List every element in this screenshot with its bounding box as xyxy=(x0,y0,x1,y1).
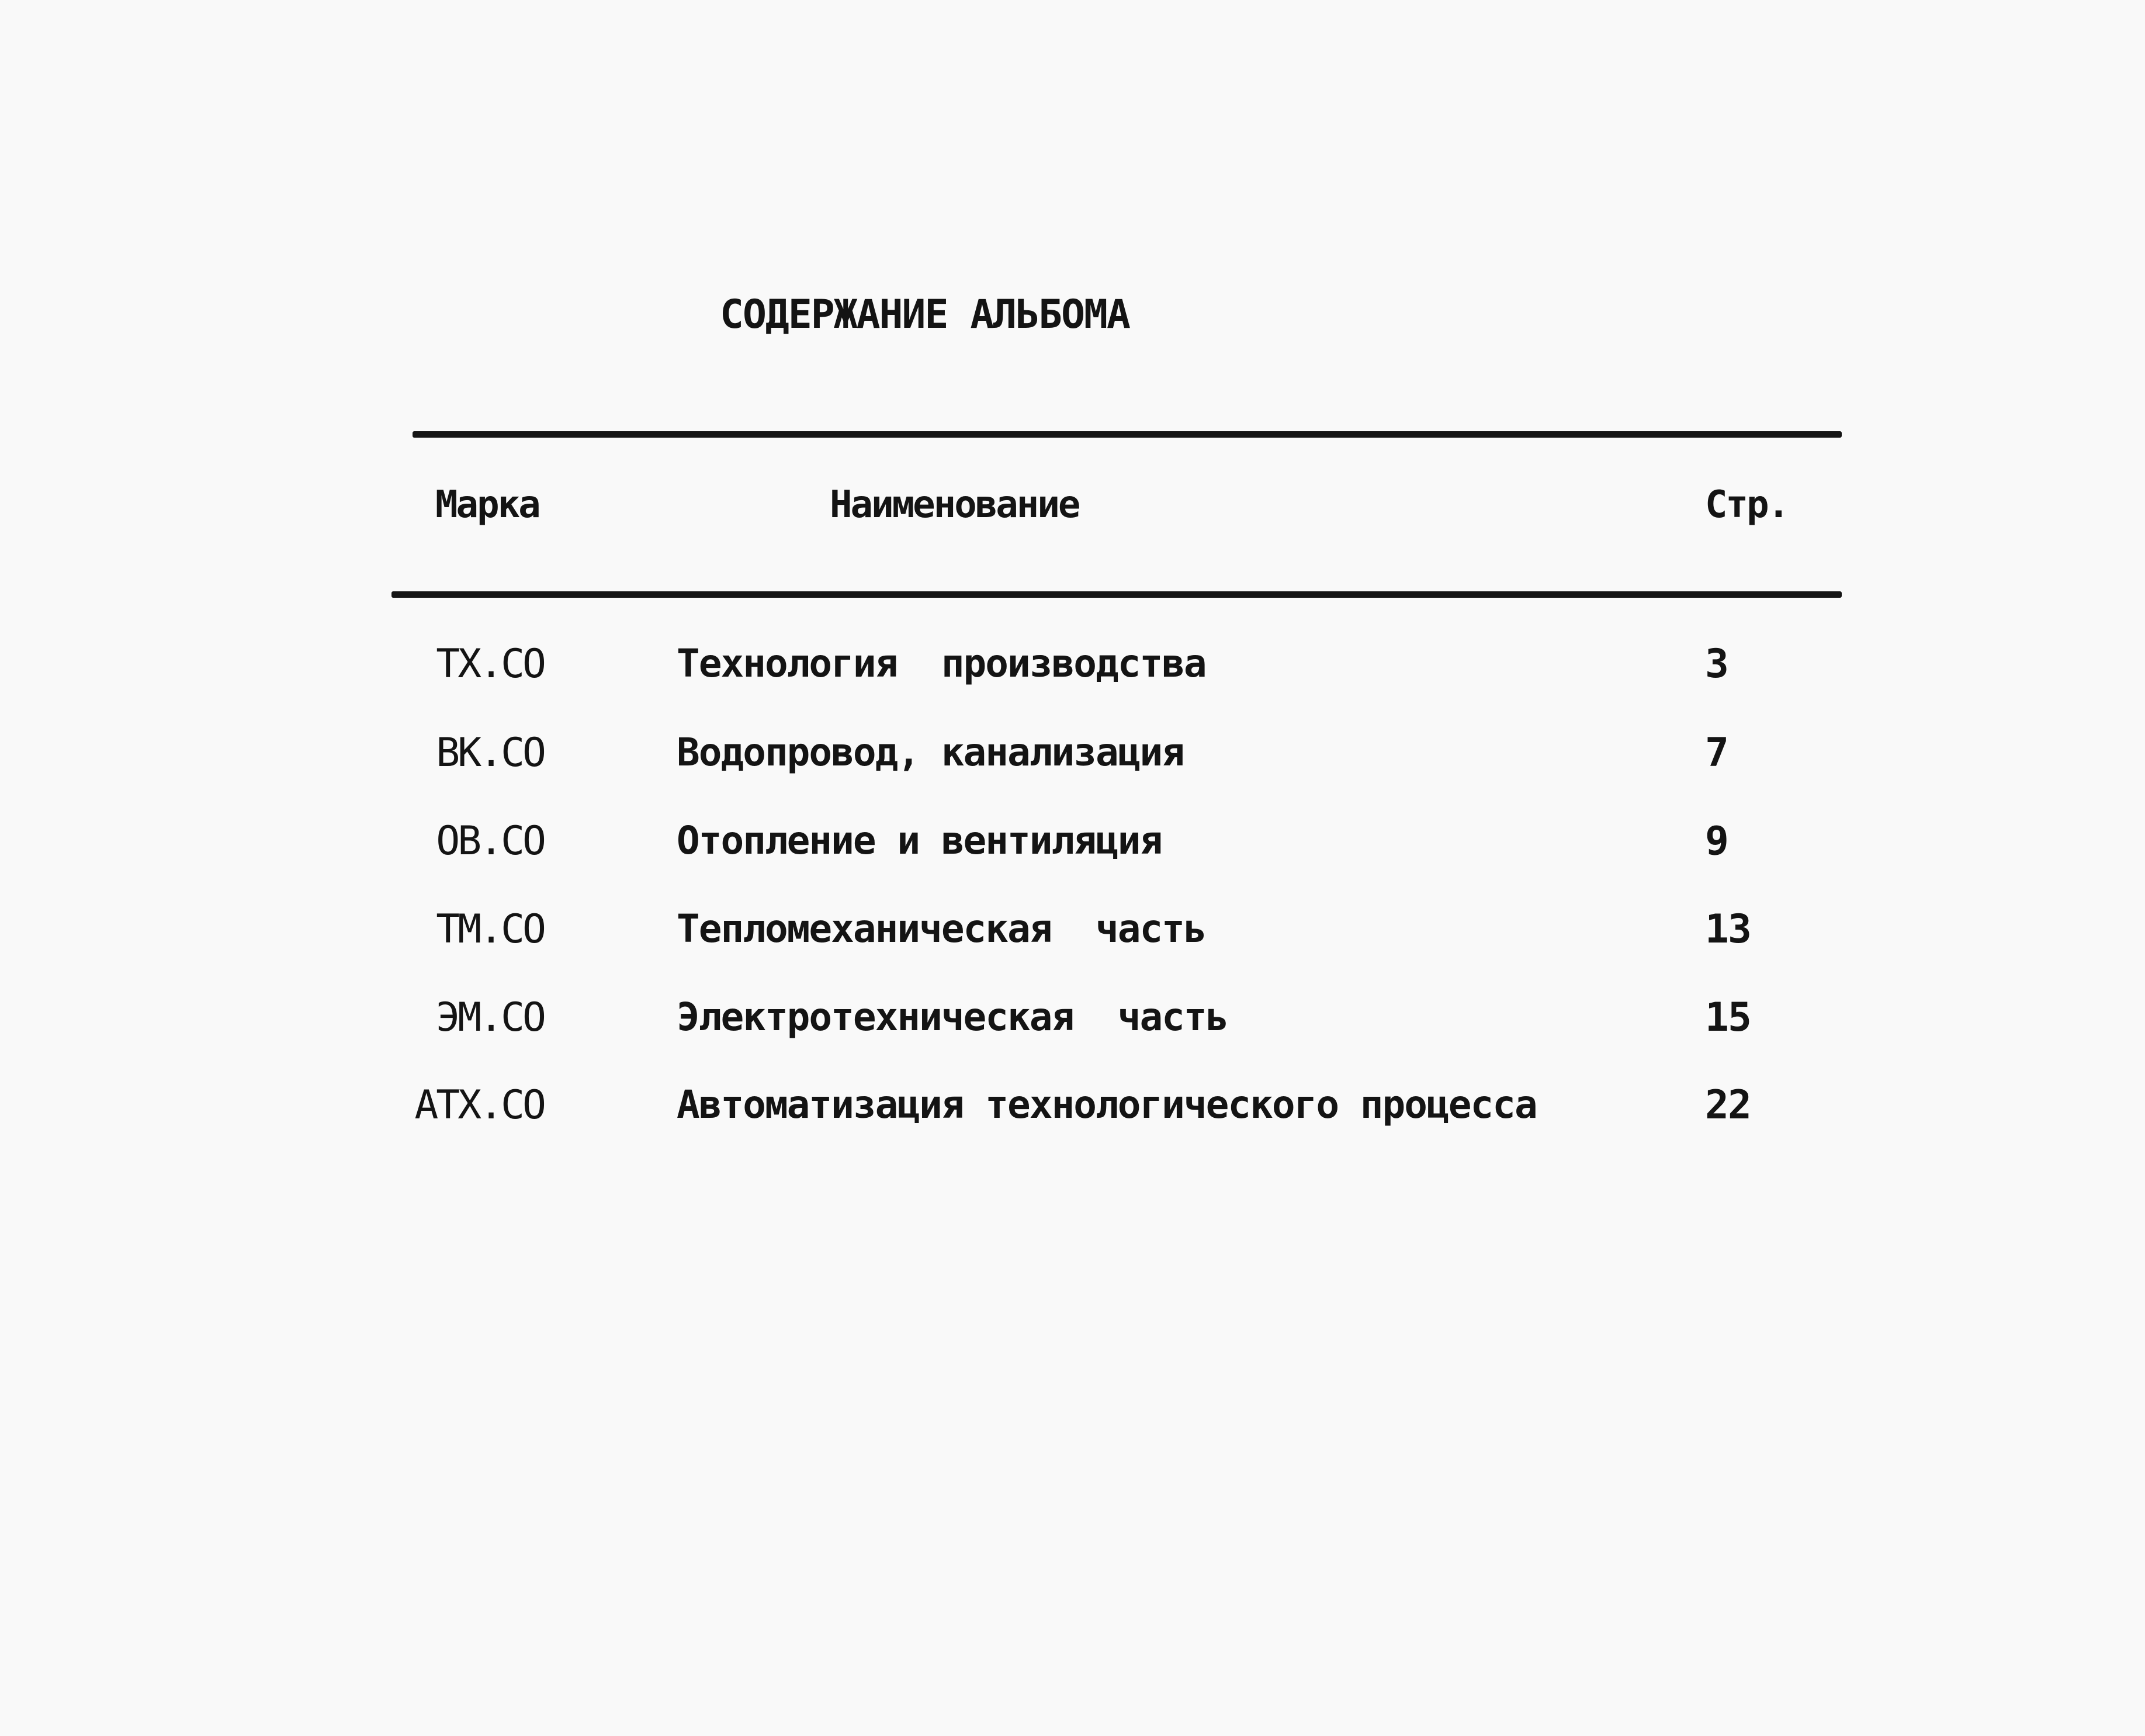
row-mark: ТМ.СО xyxy=(436,906,544,952)
row-page: 3 xyxy=(1705,641,1728,687)
table-row xyxy=(0,1082,2145,1150)
row-name: Автоматизация технологического процесса xyxy=(677,1082,1537,1127)
row-name: Технология производства xyxy=(677,641,1206,686)
row-name: Отопление и вентиляция xyxy=(677,818,1162,863)
header-mark: Марка xyxy=(435,483,539,526)
table-header-rule xyxy=(391,591,1842,598)
row-mark: АТХ.СО xyxy=(414,1082,544,1128)
table-row xyxy=(0,995,2145,1062)
row-name: Тепломеханическая часть xyxy=(677,906,1206,951)
row-mark: ЭМ.СО xyxy=(436,995,544,1041)
table-row xyxy=(0,730,2145,798)
row-page: 22 xyxy=(1705,1082,1751,1128)
table-row xyxy=(0,906,2145,974)
row-page: 13 xyxy=(1705,906,1751,952)
document-title: СОДЕРЖАНИЕ АЛЬБОМА xyxy=(720,292,1129,338)
row-mark: ТХ.СО xyxy=(436,641,544,687)
table-top-rule xyxy=(413,431,1842,438)
row-name: Водопровод, канализация xyxy=(677,730,1184,775)
table-row xyxy=(0,818,2145,886)
row-name: Электротехническая часть xyxy=(677,995,1228,1039)
row-page: 15 xyxy=(1705,995,1751,1041)
header-page: Стр. xyxy=(1705,483,1789,526)
row-mark: ОВ.СО xyxy=(436,818,544,864)
row-mark: ВК.СО xyxy=(436,730,544,776)
table-row xyxy=(0,641,2145,709)
row-page: 9 xyxy=(1705,818,1728,864)
header-name: Наименование xyxy=(830,483,1079,526)
row-page: 7 xyxy=(1705,730,1728,776)
